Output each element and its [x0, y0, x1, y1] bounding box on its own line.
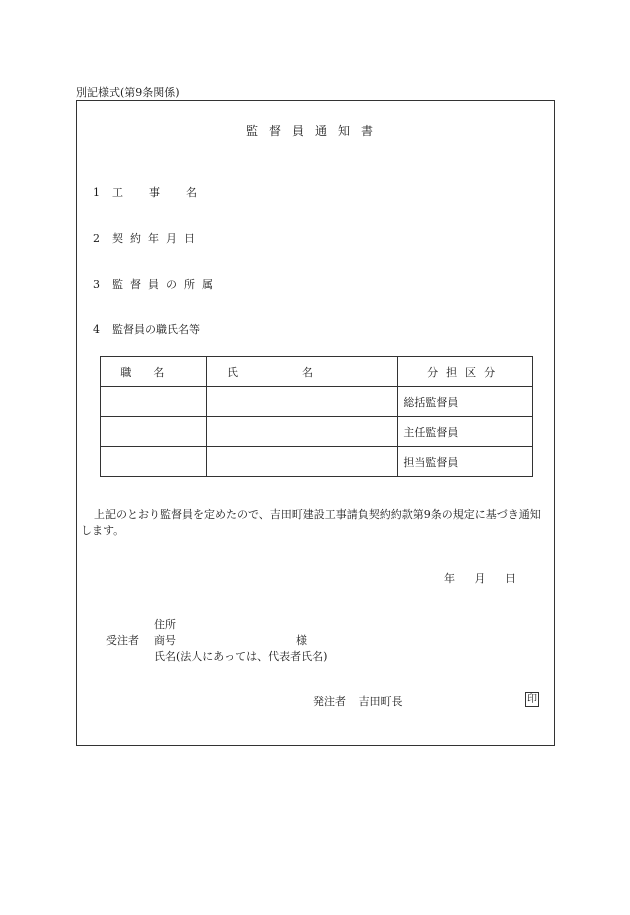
post-cell: [101, 417, 207, 447]
item-number: 3: [93, 278, 100, 291]
notice-body: 上記のとおり監督員を定めたので、吉田町建設工事請負契約約款第9条の規定に基づき通知します。: [81, 508, 541, 537]
supervisor-table: [100, 356, 533, 477]
trade-name-label: 商号: [154, 634, 176, 647]
name-cell: [206, 447, 398, 477]
honorific: 様: [296, 634, 307, 647]
item-number: 4: [93, 323, 100, 336]
duty-cell: 総括監督員: [398, 387, 533, 417]
item-supervisor-details: [93, 321, 200, 337]
post-cell: [101, 447, 207, 477]
item-label: 契約年月日: [112, 232, 202, 245]
form-caption: 別記様式(第9条関係): [76, 86, 180, 99]
item-number: 1: [93, 186, 100, 199]
address-label: 住所: [154, 618, 176, 631]
name-cell: [206, 417, 398, 447]
duty-cell: 担当監督員: [398, 447, 533, 477]
item-supervisor-affiliation: [93, 276, 220, 292]
post-cell: [101, 387, 207, 417]
table-row: [101, 417, 533, 447]
column-header-name: 氏名: [206, 357, 398, 387]
column-header-duty: 分担区分: [398, 357, 533, 387]
item-number: 2: [93, 232, 100, 245]
duty-cell: 主任監督員: [398, 417, 533, 447]
seal-mark: 印: [527, 694, 537, 705]
issuer: 発注者 吉田町長: [313, 695, 403, 708]
table-row: [101, 387, 533, 417]
table-header-row: [101, 357, 533, 387]
item-construction-name: [93, 184, 223, 200]
item-label: 工事名: [112, 186, 223, 199]
item-contract-date: [93, 230, 202, 246]
date-line: 年 月 日: [444, 572, 516, 585]
column-header-post: 職名: [101, 357, 207, 387]
item-label: 監督員の職氏名等: [112, 323, 200, 336]
item-label: 監督員の所属: [112, 278, 220, 291]
representative-name-label: 氏名(法人にあっては、代表者氏名): [154, 650, 328, 663]
name-cell: [206, 387, 398, 417]
table-row: [101, 447, 533, 477]
document-title: 監督員通知書: [245, 124, 384, 138]
contractor-label: 受注者: [106, 634, 139, 647]
